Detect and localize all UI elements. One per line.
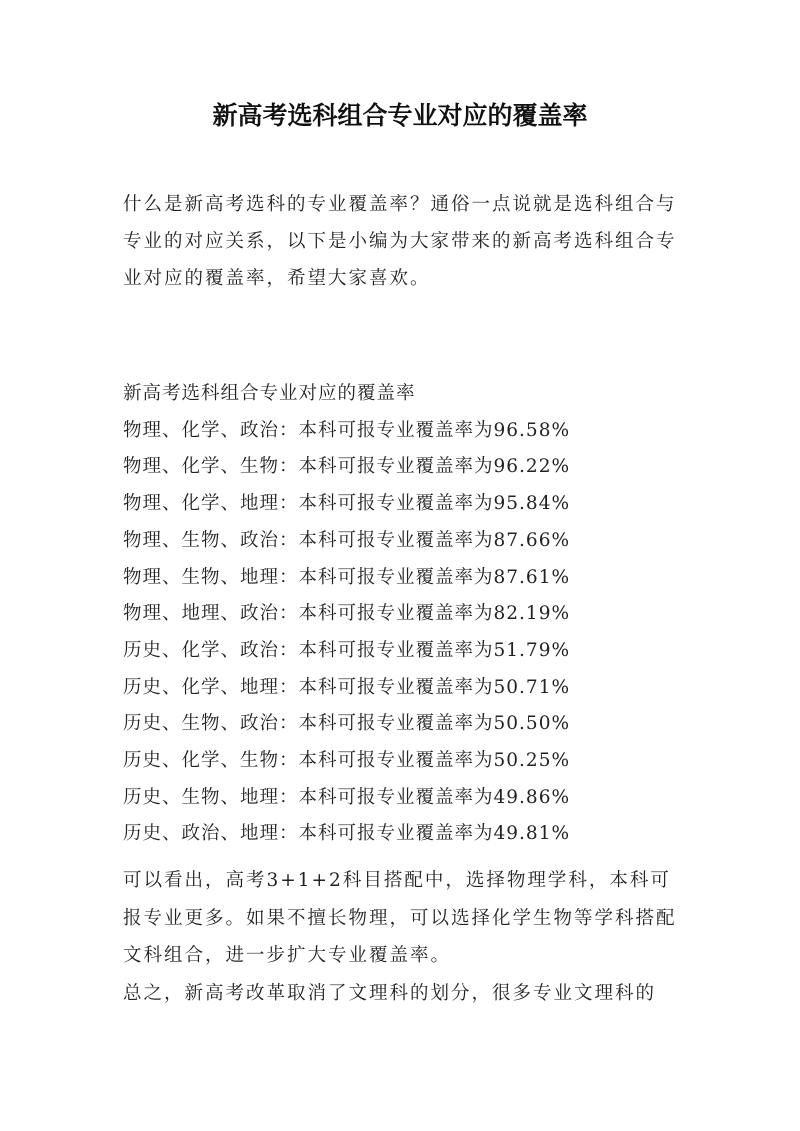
list-item: 物理、地理、政治：本科可报专业覆盖率为82.19% — [123, 603, 571, 625]
list-heading: 新高考选科组合专业对应的覆盖率 — [123, 383, 416, 404]
closing-paragraph: 总之，新高考改革取消了文理科的划分，很多专业文理科的 — [123, 983, 657, 1004]
conclusion-paragraph: 可以看出，高考3+1+2科目搭配中，选择物理学科，本科可报专业更多。如果不擅长物理，可以选择化学生物等学科搭配文科组合，进一步扩大专业覆盖率。 — [123, 870, 677, 966]
page-title: 新高考选科组合专业对应的覆盖率 — [212, 101, 588, 130]
list-item: 历史、化学、生物：本科可报专业覆盖率为50.25% — [123, 750, 571, 772]
intro-paragraph: 什么是新高考选科的专业覆盖率？通俗一点说就是选科组合与专业的对应关系，以下是小编为大家带来的新高考选科组合专业对应的覆盖率，希望大家喜欢。 — [123, 194, 677, 289]
list-item: 历史、化学、地理：本科可报专业覆盖率为50.71% — [123, 676, 571, 698]
list-item: 物理、化学、生物：本科可报专业覆盖率为96.22% — [123, 456, 571, 478]
list-item: 历史、政治、地理：本科可报专业覆盖率为49.81% — [123, 823, 571, 845]
coverage-list — [123, 376, 683, 853]
list-item: 物理、生物、政治：本科可报专业覆盖率为87.66% — [123, 529, 571, 551]
list-item: 历史、生物、地理：本科可报专业覆盖率为49.86% — [123, 786, 571, 808]
list-item: 物理、生物、地理：本科可报专业覆盖率为87.61% — [123, 566, 571, 588]
list-item: 历史、生物、政治：本科可报专业覆盖率为50.50% — [123, 713, 571, 735]
list-item: 历史、化学、政治：本科可报专业覆盖率为51.79% — [123, 639, 571, 661]
list-item: 物理、化学、地理：本科可报专业覆盖率为95.84% — [123, 493, 571, 515]
list-item: 物理、化学、政治：本科可报专业覆盖率为96.58% — [123, 419, 571, 441]
